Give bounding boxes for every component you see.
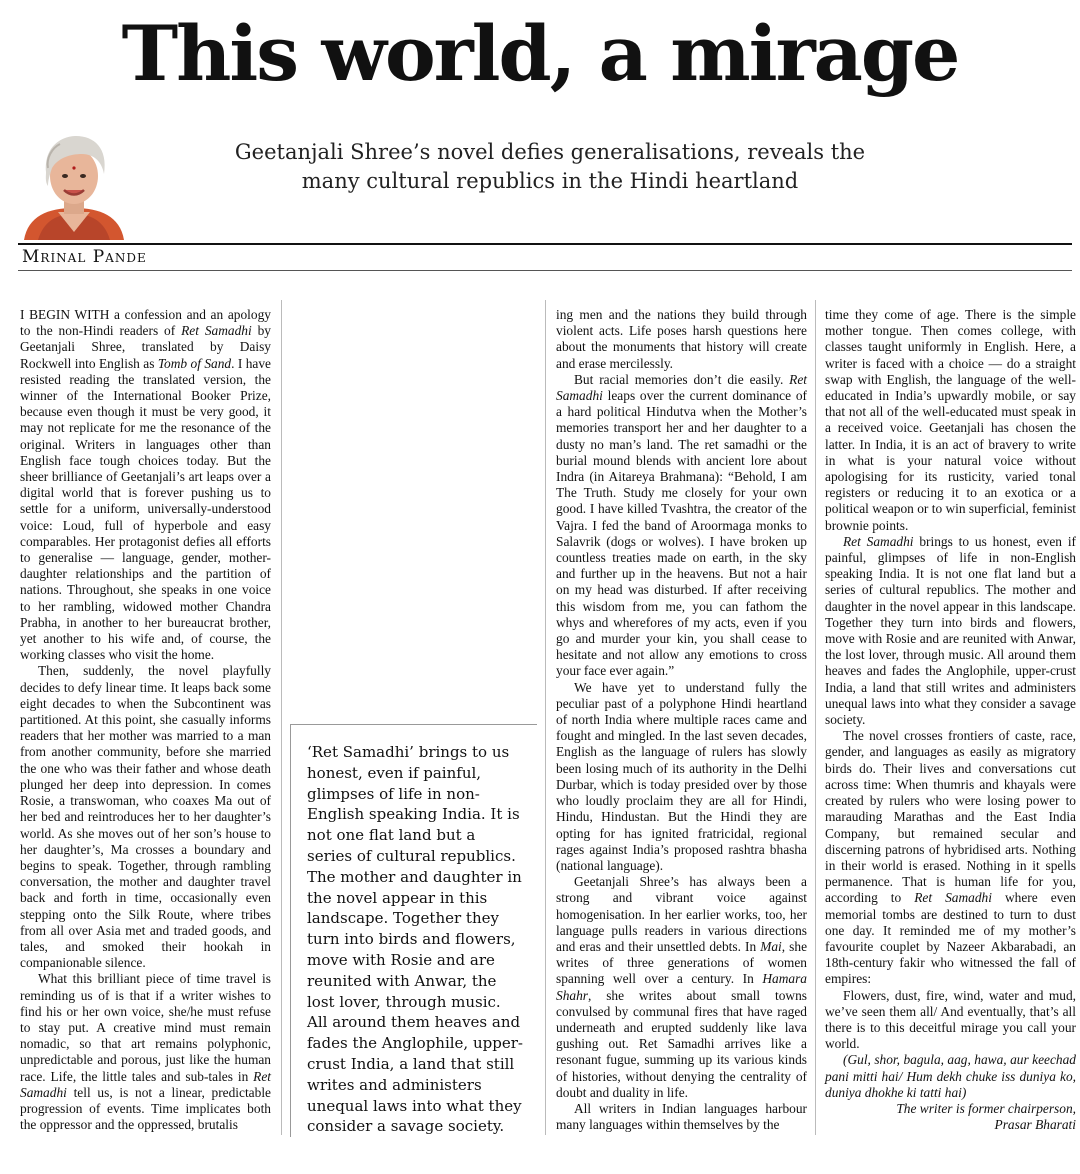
author-portrait: [18, 128, 130, 240]
paragraph-6: Geetanjali Shree’s has always been a strong and vibrant voice against homogenisation. In her earlier works, too, her language pulls readers in various directions and eras and their unsettled debts. In Mai, she writes of three generations of women spanning well over a century. In Hamara Shahr, she writes about small towns convulsed by communal fires that have raged underneath and erupted suddenly like lava gushing out. Ret Samadhi arrives like a resonant fugue, summing up its various kinds of histories, without denying the centrality of doubt and duality in life.: [556, 874, 808, 1100]
column-4: [825, 307, 1076, 1133]
byline: Mrinal Pande: [22, 247, 147, 267]
paragraph-7-continued: time they come of age. There is the simple mother tongue. Then comes college, with classes taught uniformly in English. Here, a writer is faced with a choice — do a straight swap with English, the language of the well-educated in India’s upwardly mobile, or say that not all of the well-educated must speak in a received voice. Geetanjali has chosen the latter. In India, it is an act of bravery to write in what is your natural voice without apologising for its rusticity, varied tonal registers or reducing it to an exotica or a political weapon or to win superficial, feminist brownie points.: [825, 307, 1077, 533]
paragraph-2: Then, suddenly, the novel playfully decides to defy linear time. It leaps back some eight decades to when the Subcontinent was partitioned. At this point, she casually informs readers that her mother was married to a man from another community, before she married the one who was their father and whose death plunged her deep into depression. In comes Rosie, a transwoman, who coaxes Ma out of her bed and reintroduces her to her daughter’s world. As she moves out of her son’s house to her daughter’s, Ma crosses a boundary and begins to speak. Together, through rambling conversation, the mother and daughter travel back and forth in time, occasionally even stepping onto the Silk Route, where tribes from all over Asia met and traded goods, and tales, and smoked their hookah in companionable silence.: [20, 663, 271, 971]
paragraph-7: All writers in Indian languages harbour many languages within themselves by the: [556, 1100, 807, 1133]
paragraph-3: What this brilliant piece of time travel is reminding us of is that if a writer wishes to find his or her own voice, she/he must refuse to stay put. A creative mind must remain nomadic, so that art remains polyphonic, unpredictable and porous, just like the human race. Life, the little tales and sub-tales in Ret Samadhi tell us, is not a linear, predictable progression of events. Time implicates both the oppressor and the oppressed, brutalis: [20, 971, 271, 1133]
column-divider: [281, 300, 282, 1135]
poem-original: (Gul, shor, bagula, aag, hawa, aur keechad pani mitti hai/ Hum dekh chuke iss duniya ko, duniya dhokhe ki tatti hai): [825, 1052, 1076, 1100]
subhead: Geetanjali Shree’s novel defies generalisations, reveals the many cultural republics in the Hindi heartland: [234, 140, 866, 193]
column-divider: [545, 300, 546, 1135]
column-3: [556, 307, 807, 1133]
column-divider: [815, 300, 816, 1135]
header-rule: [18, 243, 1072, 245]
author-credit: The writer is former chairperson, Prasar Bharati: [896, 1100, 1076, 1133]
paragraph-1: I BEGIN WITH a confession and an apology to the non-Hindi readers of Ret Samadhi by Geetanjali Shree, translated by Daisy Rockwell into English as Tomb of Sand. I have resisted reading the translated version, the winner of the International Booker Prize, because even though it must be very good, it may not replicate for me the resonance of the original. Writers in languages other than English face tough choices today. But the sheer brilliance of Geetanjali’s art leaps over a digital world that is forever pushing us to settle for a uniform, universally-understood voice: Loud, full of hyperbole and easy comparables. Her protagonist defies all efforts to generalise — language, gender, mother-daughter relationships and the partition of nations. Throughout, she speaks in one voice to her rambling, widowed mother Chandra Prabha, in another to her bureaucrat brother, yet another to his wife and, of course, the working classes who visit the home.: [20, 307, 271, 663]
paragraph-5: We have yet to understand fully the peculiar past of a polyphone Hindi heartland of north India where multiple races came and fought and mingled. In the last seven decades, English as the language of rulers has slowly been losing much of its authority in the Delhi Durbar, which is today presided over by those who loudly proclaim they are all for Hindi, Hindu, Hindustan. But the Hindi they are opting for has ignited fratricidal, regional rages against India’s proposed rashtra bhasha (national language).: [556, 679, 807, 873]
paragraph-4: But racial memories don’t die easily. Ret Samadhi leaps over the current dominance of a hard political Hindutva when the Mother’s memories transport her and her daughter to a dusty no man’s land. The ret samadhi or the burial mound blends with ancient lore about Indra (in Aitareya Brahmana): “Behold, I am The Truth. Study me closely for your own good. I have killed Tvashtra, the creator of the Vajra. I fed the band of Aroormaga monks to Salavrik (dogs or wolves). I have broken up countless treaties made on earth, in the sky and further up in the heavens. But not a hair on my head was disturbed. If after receiving this wisdom from me, you can fathom the whys and wherefores of my acts, even if you go and murder your kin, you shall cease to hesitate and not allow any emotions to cross your face ever again.”: [556, 371, 807, 679]
paragraph-9: The novel crosses frontiers of caste, race, gender, and languages as easily as migratory birds do. Their lives and conversations cut across time: When thumris and khayals were created by rulers who were losing power to marauding Marathas and the East India Company, but remained secular and discerning patrons of hybridised arts. Nothing in their world is erased. Nothing in it spells permanence. That is human life for you, according to Ret Samadhi where even memorial tombs are destined to turn to dust one day. It reminded me of my mother’s favourite couplet by Nazeer Akbarabadi, an 18th-century fakir who witnessed the fall of empires:: [825, 728, 1077, 987]
byline-rule: [18, 270, 1072, 271]
poem-translation: Flowers, dust, fire, wind, water and mud, we’ve seen them all/ And eventually, that’s all there is to this deceitful mirage you call your world.: [825, 987, 1076, 1052]
paragraph-8: Ret Samadhi brings to us honest, even if painful, glimpses of life in non-English speaking India. It is not one flat land but a series of cultural republics. The mother and daughter in the novel appear in this landscape. Together they turn into birds and flowers, move with Rosie and are reunited with Anwar, the lost lover, through music. All around them heaves and fades the Anglophile, upper-crust India, a land that still writes and administers unequal laws into what they consider a savage society.: [825, 533, 1076, 728]
pull-quote: ‘Ret Samadhi’ brings to us honest, even if painful, glimpses of life in non-English speaking India. It is not one flat land but a series of cultural republics. The mother and daughter in the novel appear in this landscape. Together they turn into birds and flowers, move with Rosie and are reunited with Anwar, the lost lover, through music. All around them heaves and fades the Anglophile, upper-crust India, a land that still writes and administers unequal laws into what they consider a savage society.: [307, 743, 523, 1136]
headline: This world, a mirage: [121, 9, 959, 98]
paragraph-3-continued: ing men and the nations they build through violent acts. Life poses harsh questions here about the monuments that history will create and erase mercilessly.: [556, 307, 807, 371]
column-1: [20, 307, 271, 1133]
